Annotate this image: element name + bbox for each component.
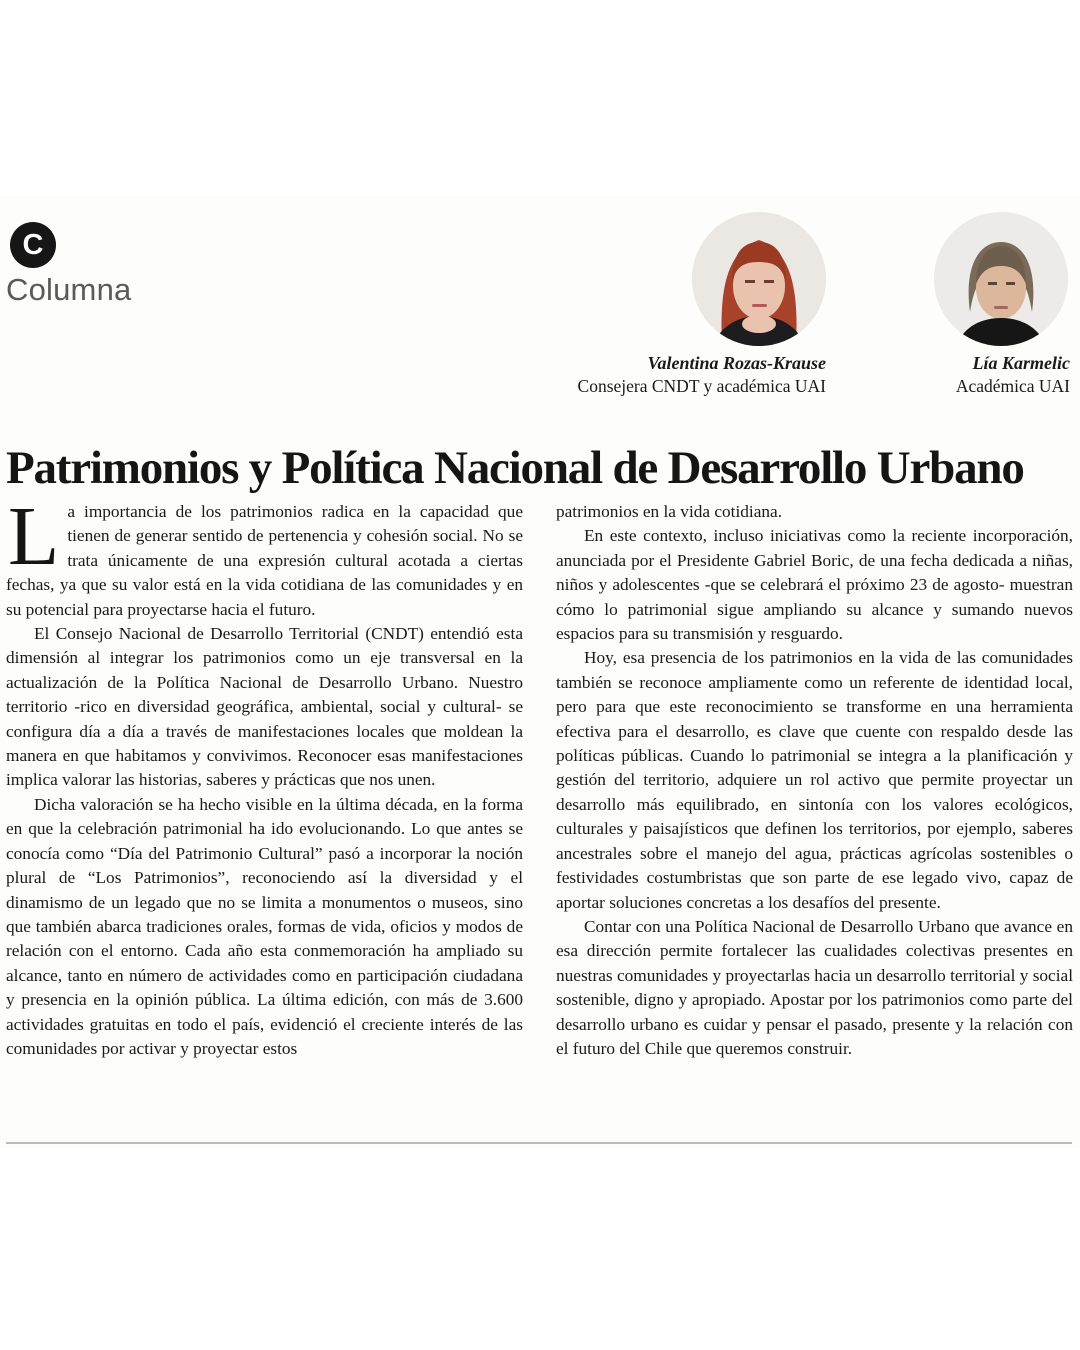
portrait-red-hair-icon <box>692 212 826 346</box>
author-name: Valentina Rozas-Krause <box>647 353 826 373</box>
author-name: Lía Karmelic <box>972 353 1070 373</box>
paragraph: En este contexto, incluso iniciativas como la reciente incorporación, anunciada por el Presidente Gabriel Boric, de una fecha dedicada a niñas, niños y adolescentes -que se celebrará el próximo 23 de agosto- muestran cómo lo patrimonial sigue ampliando su alcance y sumando nuevos espacios para su transmisión y resguardo. <box>556 526 1073 644</box>
author-role: Académica UAI <box>955 376 1070 396</box>
paragraph: Hoy, esa presencia de los patrimonios en la vida de las comunidades también se reconoce ampliamente como un referente de identidad local, pero para que este reconocimiento se transforme en una herramienta efectiva para el desarrollo, es clave que cuente con respaldo desde las políticas públicas. Cuando lo patrimonial se integra a la planificación y gestión del territorio, adquiere un rol activo que permite proyectar un desarrollo más equilibrado, en sintonía con los valores ecológicos, culturales y paisajísticos que definen los territorios, por ejemplo, saberes ancestrales sobre el manejo del agua, prácticas agrícolas sostenibles o festividades costumbristas que son parte de ese legado vivo, capaz de aportar soluciones concretas a los desafíos del presente. <box>556 648 1073 912</box>
paragraph: patrimonios en la vida cotidiana. <box>556 502 783 521</box>
portrait-short-hair-icon <box>934 212 1068 346</box>
paragraph: Contar con una Política Nacional de Desarrollo Urbano que avance en esa dirección permite fortalecer las cualidades colectivas presentes en nuestras comunidades y proyectarlas hacia un desarrollo territorial y social sostenible, digno y apropiado. Apostar por los patrimonios como parte del desarrollo urbano es cuidar y pensar el pasado, presente y la relación con el futuro del Chile que queremos construir. <box>556 916 1073 1058</box>
section-label: Columna <box>6 272 132 307</box>
drop-cap: L <box>8 490 60 583</box>
paragraph: Dicha valoración se ha hecho visible en la última década, en la forma en que la celebración patrimonial ha ido evolucionando. Lo que antes se conocía como “Día del Patrimonio Cultural” pasó a incorporar la noción plural de “Los Patrimonios”, reconociendo así la diversidad y el dinamismo de un legado que no se limita a monumentos o museos, sino que también abarca tradiciones orales, formas de vida, oficios y modos de relación con el entorno. Cada año esta conmemoración ha ampliado su alcance, tanto en número de actividades como en participación ciudadana y presencia en la opinión pública. La última edición, con más de 3.600 actividades gratuitas en todo el país, evidenció el creciente interés de las comunidades por activar y proyectar estos <box>6 794 523 1058</box>
paragraph: La importancia de los patrimonios radica en la capacidad que tienen de generar sentido de pertenencia y cohesión social. No se trata únicamente de una expresión cultural acotada a ciertas fechas, ya que su valor está en la vida cotidiana de las comunidades y en su potencial para proyectarse hacia el futuro. <box>6 490 523 619</box>
bottom-divider <box>6 1142 1072 1144</box>
author-2 <box>820 352 1070 398</box>
section-badge-icon: C <box>10 222 56 268</box>
paragraph: El Consejo Nacional de Desarrollo Territorial (CNDT) entendió esta dimensión al integrar los patrimonios como un eje transversal en la actualización de la Política Nacional de Desarrollo Urbano. Nuestro territorio -rico en diversidad geográfica, ambiental, social y cultural- se configura día a día a través de manifestaciones locales que moldean la manera en que habitamos y convivimos. Reconocer esas manifestaciones implica valorar las historias, saberes y prácticas que nos unen. <box>6 624 523 790</box>
author-1 <box>520 352 826 398</box>
author-role: Consejera CNDT y académica UAI <box>577 376 826 396</box>
article-title: Patrimonios y Política Nacional de Desarrollo Urbano <box>6 442 1024 495</box>
article-column-left <box>6 490 523 1061</box>
article-column-right <box>556 500 1073 1061</box>
